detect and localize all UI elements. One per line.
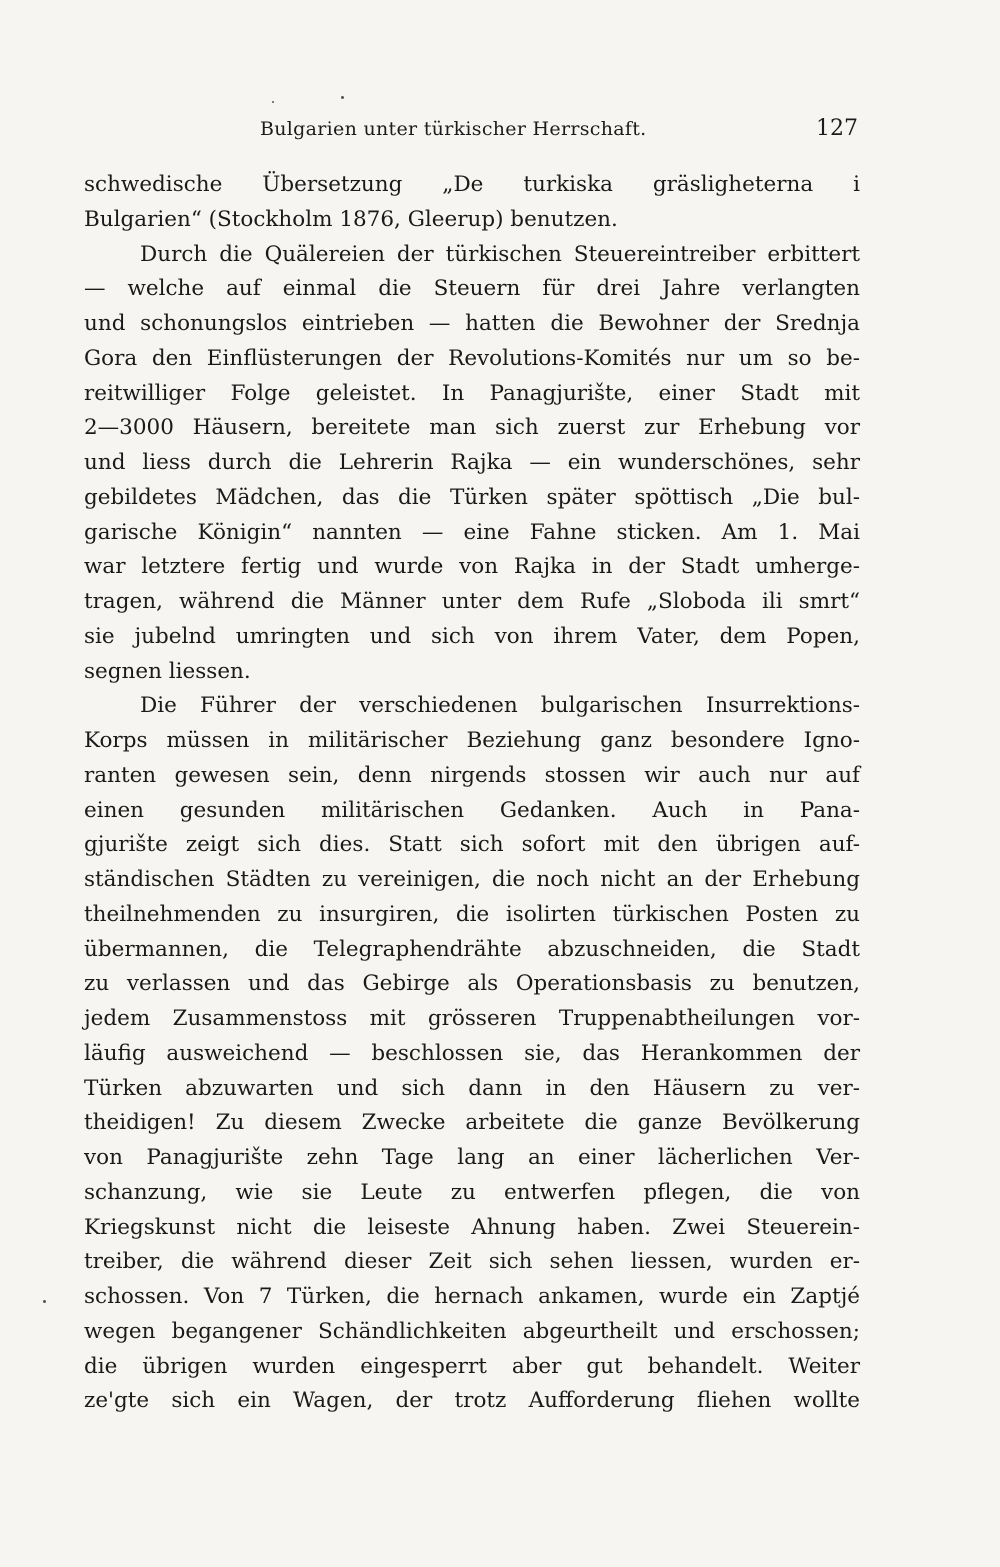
text-line: Gora den Einflüsterungen der Revolutions-Komités nur um so be- bbox=[84, 345, 860, 371]
text-line: Bulgarien“ (Stockholm 1876, Gleerup) benutzen. bbox=[84, 206, 618, 232]
text-line: schanzung, wie sie Leute zu entwerfen pflegen, die von bbox=[84, 1179, 860, 1205]
text-line: jedem Zusammenstoss mit grösseren Truppenabtheilungen vor- bbox=[84, 1006, 860, 1031]
text-line: einen gesunden militärischen Gedanken. Auch in Pana- bbox=[84, 797, 860, 823]
text-line: wegen begangener Schändlichkeiten abgeurtheilt und erschossen; bbox=[84, 1318, 860, 1344]
text-line: und schonungslos eintrieben — hatten die Bewohner der Srednja bbox=[84, 311, 860, 336]
text-line: und liess durch die Lehrerin Rajka — ein wunderschönes, sehr bbox=[84, 450, 860, 475]
text-line: Korps müssen in militärischer Beziehung ganz besondere Igno- bbox=[84, 728, 860, 753]
text-line: sie jubelnd umringten und sich von ihrem Vater, dem Popen, bbox=[84, 623, 860, 649]
text-line: Durch die Quälereien der türkischen Steuereintreiber erbittert bbox=[140, 241, 860, 267]
text-line: läufig ausweichend — beschlossen sie, das Herankommen der bbox=[84, 1040, 860, 1066]
text-line: 2—3000 Häusern, bereitete man sich zuerst zur Erhebung vor bbox=[84, 415, 860, 441]
text-line: Die Führer der verschiedenen bulgarischen Insurrektions- bbox=[140, 693, 860, 719]
running-head bbox=[84, 118, 858, 148]
text-line: Türken abzuwarten und sich dann in den Häusern zu ver- bbox=[84, 1075, 860, 1101]
text-line: segnen liessen. bbox=[84, 658, 251, 684]
body-text bbox=[84, 168, 860, 1419]
text-line: theilnehmenden zu insurgiren, die isolirten türkischen Posten zu bbox=[84, 901, 860, 927]
print-speck bbox=[272, 101, 274, 103]
page-number: 127 bbox=[816, 116, 858, 141]
text-line: theidigen! Zu diesem Zwecke arbeitete die ganze Bevölkerung bbox=[84, 1110, 860, 1136]
text-line: schossen. Von 7 Türken, die hernach ankamen, wurde ein Zaptjé bbox=[84, 1284, 860, 1309]
text-line: Kriegskunst nicht die leiseste Ahnung haben. Zwei Steuerein- bbox=[84, 1214, 860, 1240]
text-line: zu verlassen und das Gebirge als Operationsbasis zu benutzen, bbox=[84, 971, 860, 997]
text-line: schwedische Übersetzung „De turkiska gräsligheterna i bbox=[84, 172, 860, 197]
print-speck bbox=[341, 96, 344, 99]
text-line: garische Königin“ nannten — eine Fahne sticken. Am 1. Mai bbox=[84, 519, 860, 545]
text-line: übermannen, die Telegraphendrähte abzuschneiden, die Stadt bbox=[84, 936, 860, 962]
text-line: von Panagjurište zehn Tage lang an einer lächerlichen Ver- bbox=[84, 1145, 860, 1170]
text-line: treiber, die während dieser Zeit sich sehen liessen, wurden er- bbox=[84, 1249, 860, 1275]
text-line: gebildetes Mädchen, das die Türken später spöttisch „Die bul- bbox=[84, 484, 860, 510]
text-line: ze'gte sich ein Wagen, der trotz Aufforderung fliehen wollte bbox=[84, 1388, 860, 1414]
text-line: tragen, während die Männer unter dem Rufe „Sloboda ili smrt“ bbox=[84, 589, 860, 614]
running-title: Bulgarien unter türkischer Herrschaft. bbox=[260, 118, 647, 140]
text-line: war letztere fertig und wurde von Rajka in der Stadt umherge- bbox=[84, 554, 860, 580]
text-line: gjurište zeigt sich dies. Statt sich sofort mit den übrigen auf- bbox=[84, 832, 860, 858]
text-line: die übrigen wurden eingesperrt aber gut behandelt. Weiter bbox=[84, 1353, 860, 1379]
text-line: — welche auf einmal die Steuern für drei Jahre verlangten bbox=[84, 276, 860, 302]
text-line: reitwilliger Folge geleistet. In Panagjurište, einer Stadt mit bbox=[84, 380, 860, 406]
text-line: ranten gewesen sein, denn nirgends stossen wir auch nur auf bbox=[84, 762, 860, 788]
text-line: ständischen Städten zu vereinigen, die noch nicht an der Erhebung bbox=[84, 867, 860, 892]
print-speck bbox=[43, 1300, 46, 1303]
